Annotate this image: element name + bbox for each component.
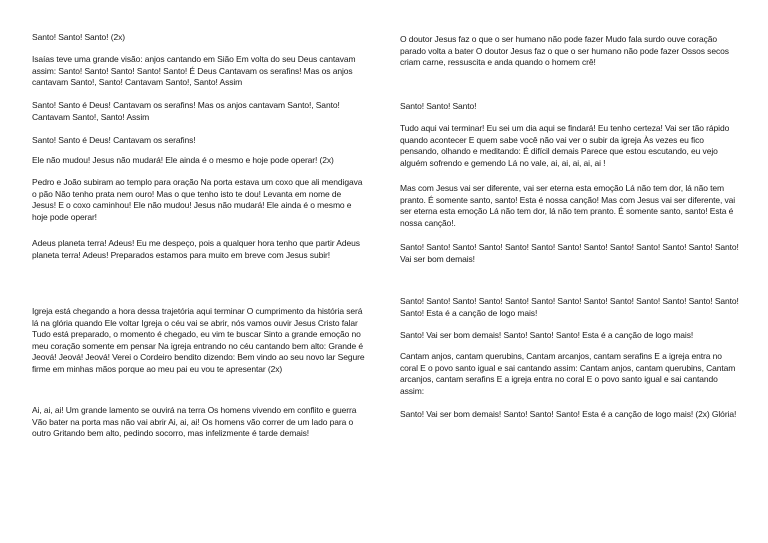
lyric-paragraph: Isaías teve uma grande visão: anjos cantando em Sião Em volta do seu Deus cantavam assim: Santo! Santo! Santo! Santo! Santo! É Deus Cantavam os serafins! Mas os anjos cantavam Santo!, Santo! Cantavam Santo!, Santo! Assim xyxy=(32,54,356,88)
lyric-paragraph: O doutor Jesus faz o que o ser humano não pode fazer Mudo fala surdo ouve coração parado volta a bater O doutor Jesus faz o que o ser humano não pode fazer Ossos secos criam carne, ressuscita e anda quando o homem crê! xyxy=(400,34,729,68)
lyric-paragraph: Santo! Vai ser bom demais! Santo! Santo! Santo! Esta é a canção de logo mais! (2x) Glória! xyxy=(400,409,737,419)
lyric-paragraph: Ai, ai, ai! Um grande lamento se ouvirá na terra Os homens vivendo em conflito e guerra Vão bater na porta mas não vai abrir Ai, ai, ai! Os homens vão correr de um lado para o outro Gritando bem alto, pedindo socorro, mas infelizmente é tarde demais! xyxy=(32,405,357,439)
lyric-paragraph: Santo! Santo! Santo! (2x) xyxy=(32,32,125,42)
lyric-paragraph: Santo! Santo é Deus! Cantavam os serafins! xyxy=(32,135,196,145)
lyric-paragraph: Ele não mudou! Jesus não mudará! Ele ainda é o mesmo e hoje pode operar! (2x) xyxy=(32,155,334,165)
lyric-paragraph: Cantam anjos, cantam querubins, Cantam arcanjos, cantam serafins E a igreja entra no coral E o povo santo igual e sai cantando assim: Cantam anjos, cantam querubins, Cantam arcanjos, cantam serafins E a igreja entra no coral E o povo santo igual e sai cantando assim: xyxy=(400,351,736,396)
lyric-paragraph: Santo! Vai ser bom demais! Santo! Santo! Santo! Esta é a canção de logo mais! xyxy=(400,330,694,340)
lyric-paragraph: Igreja está chegando a hora dessa trajetória aqui terminar O cumprimento da história será lá na glória quando Ele voltar Igreja o céu vai se abrir, nós vamos ouvir Jesus Cristo falar Tudo está preparado, o momento é chegado, eu vim te buscar Sinto a grande emoção no meu coração somente em pensar Na igreja entrando no céu cantando bem alto: Grande é Jeová! Jeová! Jeová! Verei o Cordeiro bendito dizendo: Bem vindo ao seu novo lar Segure firme em minhas mãos porque ao meu pai eu vou te apresentar (2x) xyxy=(32,306,365,374)
lyric-paragraph: Santo! Santo! Santo! Santo! Santo! Santo! Santo! Santo! Santo! Santo! Santo! Santo! Santo! Santo! Esta é a canção de logo mais! xyxy=(400,296,739,318)
lyric-paragraph: Santo! Santo! Santo! xyxy=(400,101,477,111)
lyric-paragraph: Tudo aqui vai terminar! Eu sei um dia aqui se findará! Eu tenho certeza! Vai ser tão rápido quando acontecer E quem sabe você não vai ver o subir da igreja Às vezes eu fico pensando, olhando e meditando: É difícil demais Parece que estou escutando, eu vejo alguém sofrendo e gemendo Lá no vale, ai, ai, ai, ai, ai ! xyxy=(400,123,730,168)
lyric-paragraph: Santo! Santo! Santo! Santo! Santo! Santo! Santo! Santo! Santo! Santo! Santo! Santo! Santo! Vai ser bom demais! xyxy=(400,242,739,264)
lyric-paragraph: Santo! Santo é Deus! Cantavam os serafins! Mas os anjos cantavam Santo!, Santo! Cantavam Santo!, Santo! Assim xyxy=(32,100,340,122)
lyric-paragraph: Mas com Jesus vai ser diferente, vai ser eterna esta emoção Lá não tem dor, lá não tem pranto. É somente santo, santo! Esta é nossa canção! Mas com Jesus vai ser diferente, vai ser eterna esta emoção Lá não tem dor, lá não tem pranto. É somente santo, santo! Esta é nossa canção!. xyxy=(400,183,736,228)
lyric-paragraph: Pedro e João subiram ao templo para oração Na porta estava um coxo que ali mendigava o pão Não tenho prata nem ouro! Mas o que tenho isto te dou! Levanta em nome de Jesus! E o coxo caminhou! Ele não mudou! Jesus não mudará! Ele ainda é o mesmo e hoje pode operar! xyxy=(32,177,363,222)
lyric-paragraph: Adeus planeta terra! Adeus! Eu me despeço, pois a qualquer hora tenho que partir Adeus planeta terra! Adeus! Preparados estamos para muito em breve com Jesus subir! xyxy=(32,238,360,260)
